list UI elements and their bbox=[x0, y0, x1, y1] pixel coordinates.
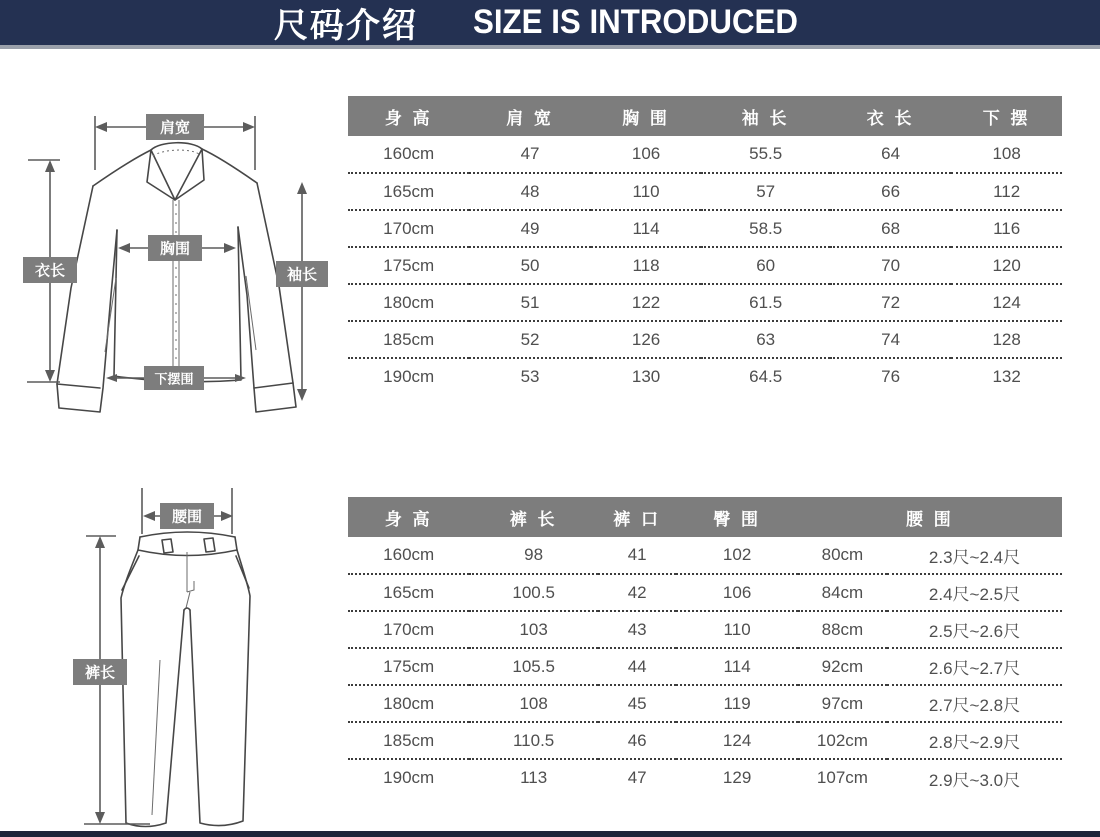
col-header-garment-length: 衣 长 bbox=[830, 96, 951, 136]
table-cell: 44 bbox=[598, 648, 677, 685]
header-divider bbox=[0, 45, 1100, 49]
table-cell: 185cm bbox=[348, 321, 469, 358]
table-cell: 180cm bbox=[348, 284, 469, 321]
table-cell: 2.6尺~2.7尺 bbox=[887, 648, 1062, 685]
table-cell: 108 bbox=[951, 136, 1062, 173]
table-cell: 114 bbox=[591, 210, 702, 247]
table-cell: 53 bbox=[520, 367, 540, 386]
shirt-size-table bbox=[348, 96, 1062, 395]
bottom-divider bbox=[0, 831, 1100, 837]
table-cell: 97cm bbox=[798, 685, 887, 722]
table-cell: 116 bbox=[951, 210, 1062, 247]
table-cell: 126 bbox=[591, 321, 702, 358]
table-cell: 50 bbox=[469, 247, 590, 284]
table-cell: 124 bbox=[951, 284, 1062, 321]
table-cell: 110.5 bbox=[469, 722, 598, 759]
table-cell: 57 bbox=[701, 173, 830, 210]
table-cell: 122 bbox=[591, 284, 702, 321]
table-row bbox=[348, 247, 1062, 284]
table-cell: 103 bbox=[469, 611, 598, 648]
table-cell: 46 bbox=[598, 722, 677, 759]
table-cell: 84cm bbox=[798, 574, 887, 611]
table-row bbox=[348, 358, 1062, 395]
table-cell: 118 bbox=[591, 247, 702, 284]
table-cell: 112 bbox=[951, 173, 1062, 210]
table-cell: 92cm bbox=[798, 648, 887, 685]
table-cell: 130 bbox=[631, 367, 661, 386]
shirt-table-header bbox=[348, 96, 1062, 136]
table-cell: 49 bbox=[469, 210, 590, 247]
pants-length-label: 裤长 bbox=[84, 664, 116, 682]
table-cell: 66 bbox=[830, 173, 951, 210]
col-header-waist: 腰 围 bbox=[798, 497, 1062, 537]
table-row bbox=[348, 759, 1062, 796]
table-row bbox=[348, 611, 1062, 648]
table-cell: 2.7尺~2.8尺 bbox=[887, 685, 1062, 722]
table-cell: 110 bbox=[676, 611, 797, 648]
table-cell: 185cm bbox=[348, 722, 469, 759]
table-cell: 61.5 bbox=[701, 284, 830, 321]
table-row bbox=[348, 574, 1062, 611]
chest-label: 胸围 bbox=[159, 240, 191, 258]
hem-measure bbox=[106, 366, 246, 390]
hem-label: 下摆围 bbox=[154, 371, 194, 387]
table-row bbox=[348, 210, 1062, 247]
table-cell: 108 bbox=[469, 685, 598, 722]
table-row bbox=[348, 537, 1062, 574]
table-cell: 120 bbox=[951, 247, 1062, 284]
pants-table-header bbox=[348, 497, 1062, 537]
table-cell: 2.4尺~2.5尺 bbox=[887, 574, 1062, 611]
table-row bbox=[348, 284, 1062, 321]
table-cell: 41 bbox=[598, 537, 677, 574]
pants-size-table bbox=[348, 497, 1062, 796]
garment-length-label: 衣长 bbox=[34, 262, 66, 280]
col-header-chest: 胸 围 bbox=[591, 96, 702, 136]
header-title-en: SIZE IS INTRODUCED bbox=[472, 3, 798, 41]
table-cell: 43 bbox=[598, 611, 677, 648]
table-cell: 88cm bbox=[798, 611, 887, 648]
table-cell: 175cm bbox=[348, 247, 469, 284]
table-cell: 107cm bbox=[816, 768, 868, 787]
pants-measurement-diagram bbox=[10, 480, 345, 835]
table-cell: 160cm bbox=[348, 136, 469, 173]
table-row bbox=[348, 173, 1062, 210]
table-cell: 42 bbox=[598, 574, 677, 611]
col-header-height: 身 高 bbox=[348, 497, 469, 537]
table-cell: 74 bbox=[830, 321, 951, 358]
table-cell: 98 bbox=[469, 537, 598, 574]
table-cell: 2.5尺~2.6尺 bbox=[887, 611, 1062, 648]
table-cell: 2.8尺~2.9尺 bbox=[887, 722, 1062, 759]
table-cell: 128 bbox=[951, 321, 1062, 358]
col-header-sleeve: 袖 长 bbox=[701, 96, 830, 136]
col-header-hip: 臀 围 bbox=[676, 497, 797, 537]
table-cell: 124 bbox=[676, 722, 797, 759]
table-cell: 80cm bbox=[798, 537, 887, 574]
pants-table-body bbox=[348, 537, 1062, 796]
table-cell: 170cm bbox=[348, 611, 469, 648]
table-row bbox=[348, 722, 1062, 759]
table-cell: 106 bbox=[591, 136, 702, 173]
table-cell: 105.5 bbox=[469, 648, 598, 685]
table-cell: 119 bbox=[676, 685, 797, 722]
shoulder-label: 肩宽 bbox=[159, 119, 191, 137]
garment-length-measure bbox=[23, 160, 77, 382]
table-cell: 190cm bbox=[383, 367, 435, 386]
table-cell: 102cm bbox=[798, 722, 887, 759]
table-cell: 175cm bbox=[348, 648, 469, 685]
pants-sketch bbox=[121, 532, 250, 827]
table-cell: 102 bbox=[676, 537, 797, 574]
shirt-table-body bbox=[348, 136, 1062, 395]
table-cell: 160cm bbox=[348, 537, 469, 574]
sleeve-length-measure bbox=[276, 182, 328, 401]
table-cell: 129 bbox=[722, 768, 752, 787]
col-header-leg-opening: 裤 口 bbox=[598, 497, 677, 537]
header-title-cn: 尺码介绍 bbox=[273, 7, 418, 45]
table-cell: 64.5 bbox=[749, 367, 783, 386]
pants-length-measure bbox=[73, 536, 150, 824]
table-cell: 68 bbox=[830, 210, 951, 247]
table-row bbox=[348, 136, 1062, 173]
table-cell: 52 bbox=[469, 321, 590, 358]
table-row bbox=[348, 648, 1062, 685]
table-cell: 113 bbox=[520, 768, 548, 787]
table-cell: 180cm bbox=[348, 685, 469, 722]
table-cell: 190cm bbox=[383, 768, 435, 787]
table-cell: 2.9尺~3.0尺 bbox=[928, 770, 1021, 790]
waist-label: 腰围 bbox=[171, 508, 203, 526]
table-cell: 47 bbox=[627, 768, 647, 787]
table-cell: 63 bbox=[701, 321, 830, 358]
table-cell: 47 bbox=[469, 136, 590, 173]
sleeve-length-label: 袖长 bbox=[286, 266, 318, 284]
table-cell: 106 bbox=[676, 574, 797, 611]
table-cell: 110 bbox=[591, 173, 702, 210]
table-cell: 170cm bbox=[348, 210, 469, 247]
col-header-pants-length: 裤 长 bbox=[469, 497, 598, 537]
table-cell: 165cm bbox=[348, 173, 469, 210]
table-cell: 70 bbox=[830, 247, 951, 284]
table-cell: 132 bbox=[992, 367, 1021, 386]
table-cell: 51 bbox=[469, 284, 590, 321]
table-cell: 48 bbox=[469, 173, 590, 210]
table-cell: 72 bbox=[830, 284, 951, 321]
page-header bbox=[0, 0, 1100, 45]
col-header-shoulder: 肩 宽 bbox=[469, 96, 590, 136]
table-cell: 64 bbox=[830, 136, 951, 173]
table-cell: 60 bbox=[701, 247, 830, 284]
col-header-height: 身 高 bbox=[348, 96, 469, 136]
table-cell: 76 bbox=[881, 367, 901, 386]
col-header-hem: 下 摆 bbox=[951, 96, 1062, 136]
waist-measure bbox=[142, 488, 233, 534]
table-cell: 114 bbox=[676, 648, 797, 685]
table-row bbox=[348, 685, 1062, 722]
chest-measure bbox=[118, 235, 236, 261]
table-cell: 2.3尺~2.4尺 bbox=[887, 537, 1062, 574]
shirt-measurement-diagram bbox=[10, 90, 345, 425]
table-cell: 45 bbox=[598, 685, 677, 722]
table-cell: 165cm bbox=[348, 574, 469, 611]
table-cell: 55.5 bbox=[701, 136, 830, 173]
table-cell: 100.5 bbox=[469, 574, 598, 611]
table-cell: 58.5 bbox=[701, 210, 830, 247]
table-row bbox=[348, 321, 1062, 358]
